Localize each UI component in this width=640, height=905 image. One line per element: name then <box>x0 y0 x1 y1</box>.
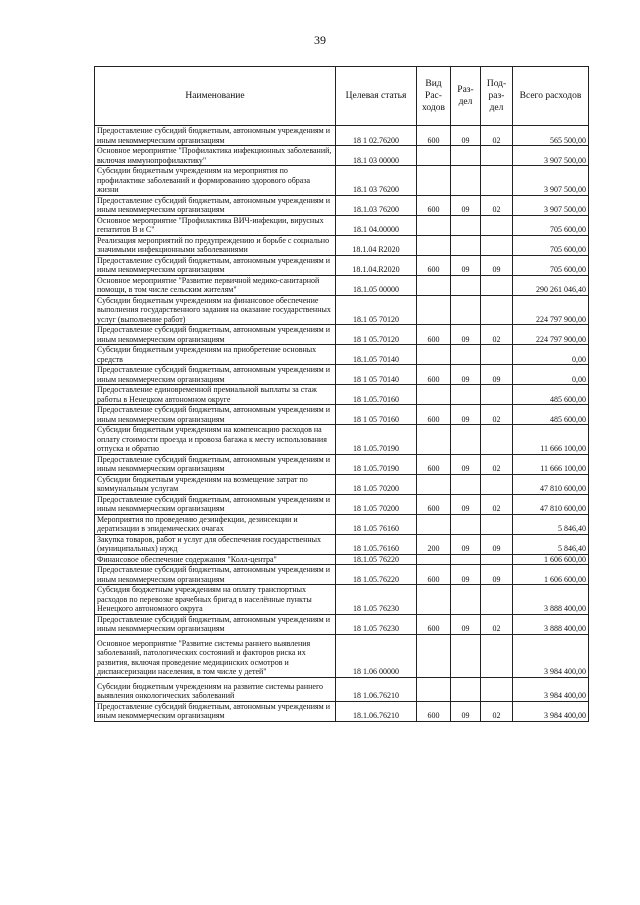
cell-podrazdel <box>481 295 513 325</box>
cell-total: 485 600,00 <box>513 385 589 405</box>
cell-razdel <box>451 345 481 365</box>
cell-total: 0,00 <box>513 345 589 365</box>
cell-total: 5 846,40 <box>513 534 589 554</box>
cell-vid <box>417 146 451 166</box>
cell-razdel <box>451 514 481 534</box>
cell-podrazdel <box>481 215 513 235</box>
cell-razdel <box>451 275 481 295</box>
cell-razdel <box>451 585 481 615</box>
cell-total: 3 984 400,00 <box>513 701 589 721</box>
cell-target: 18.1 03 76200 <box>336 166 417 196</box>
table-body <box>95 126 589 722</box>
cell-podrazdel <box>481 235 513 255</box>
cell-podrazdel: 02 <box>481 325 513 345</box>
cell-podrazdel <box>481 677 513 701</box>
cell-target: 18.1.05 76220 <box>336 554 417 565</box>
cell-total: 705 600,00 <box>513 255 589 275</box>
cell-podrazdel: 02 <box>481 454 513 474</box>
cell-name: Предоставление субсидий бюджетным, автономным учреждениям и иным некоммерческим организациям <box>95 365 336 385</box>
cell-target: 18 1.05.76220 <box>336 565 417 585</box>
table-row <box>95 425 589 455</box>
cell-vid: 600 <box>417 405 451 425</box>
cell-target: 18 1 05 70160 <box>336 405 417 425</box>
cell-razdel: 09 <box>451 494 481 514</box>
table-row <box>95 365 589 385</box>
cell-razdel: 09 <box>451 614 481 634</box>
header-vid: Вид Рас-ходов <box>417 67 451 126</box>
cell-razdel: 09 <box>451 405 481 425</box>
cell-vid <box>417 425 451 455</box>
cell-vid <box>417 275 451 295</box>
cell-total: 565 500,00 <box>513 126 589 146</box>
table-row <box>95 195 589 215</box>
cell-total: 3 907 500,00 <box>513 195 589 215</box>
cell-vid: 200 <box>417 534 451 554</box>
cell-target: 18.1.04 R2020 <box>336 235 417 255</box>
cell-total: 3 888 400,00 <box>513 585 589 615</box>
cell-name: Основное мероприятие "Развитие системы раннего выявления заболеваний, патологических состояний и факторов риска их развития, включая проведение медицинских осмотров и диспансеризации населения, в том числе у детей" <box>95 634 336 677</box>
cell-total: 1 606 600,00 <box>513 565 589 585</box>
cell-target: 18 1.05.70160 <box>336 385 417 405</box>
cell-podrazdel: 02 <box>481 405 513 425</box>
cell-vid <box>417 215 451 235</box>
table-row <box>95 585 589 615</box>
cell-name: Субсидии бюджетным учреждениям на возмещение затрат по коммунальным услугам <box>95 474 336 494</box>
header-name: Наименование <box>95 67 336 126</box>
cell-razdel <box>451 146 481 166</box>
cell-target: 18 1.05.70190 <box>336 425 417 455</box>
cell-vid: 600 <box>417 325 451 345</box>
cell-target: 18 1.05.76160 <box>336 534 417 554</box>
cell-vid <box>417 634 451 677</box>
table-row <box>95 634 589 677</box>
cell-total: 11 666 100,00 <box>513 425 589 455</box>
table-row <box>95 554 589 565</box>
cell-razdel <box>451 634 481 677</box>
cell-name: Основное мероприятие "Профилактика ВИЧ-инфекции, вирусных гепатитов В и С" <box>95 215 336 235</box>
cell-total: 3 984 400,00 <box>513 677 589 701</box>
table-row <box>95 494 589 514</box>
cell-total: 5 846,40 <box>513 514 589 534</box>
cell-total: 11 666 100,00 <box>513 454 589 474</box>
cell-total: 0,00 <box>513 365 589 385</box>
cell-podrazdel <box>481 345 513 365</box>
table-row <box>95 701 589 721</box>
cell-name: Предоставление субсидий бюджетным, автономным учреждениям и иным некоммерческим организациям <box>95 454 336 474</box>
cell-vid <box>417 474 451 494</box>
cell-razdel: 09 <box>451 365 481 385</box>
table-header <box>95 67 589 126</box>
cell-total: 3 888 400,00 <box>513 614 589 634</box>
cell-name: Предоставление субсидий бюджетным, автономным учреждениям и иным некоммерческим организациям <box>95 565 336 585</box>
cell-name: Субсидии бюджетным учреждениям на компенсацию расходов на оплату стоимости проезда и провоза багажа к месту использования отпуска и обратно <box>95 425 336 455</box>
cell-vid <box>417 677 451 701</box>
cell-name: Предоставление субсидий бюджетным, автономным учреждениям и иным некоммерческим организациям <box>95 405 336 425</box>
cell-target: 18 1.05 76230 <box>336 614 417 634</box>
cell-razdel: 09 <box>451 534 481 554</box>
cell-razdel <box>451 385 481 405</box>
cell-name: Субсидии бюджетным учреждениям на финансовое обеспечение выполнения государственного задания на оказание государственных услуг (выполнение работ) <box>95 295 336 325</box>
table-row <box>95 405 589 425</box>
cell-podrazdel: 02 <box>481 614 513 634</box>
table-row <box>95 614 589 634</box>
cell-vid: 600 <box>417 365 451 385</box>
cell-razdel <box>451 166 481 196</box>
cell-target: 18 1.05.70190 <box>336 454 417 474</box>
cell-razdel: 09 <box>451 565 481 585</box>
table-row <box>95 146 589 166</box>
cell-target: 18 1.05 76160 <box>336 514 417 534</box>
cell-name: Предоставление субсидий бюджетным, автономным учреждениям и иным некоммерческим организациям <box>95 325 336 345</box>
cell-target: 18.1.04.R2020 <box>336 255 417 275</box>
table-row <box>95 235 589 255</box>
cell-podrazdel: 02 <box>481 701 513 721</box>
cell-podrazdel <box>481 634 513 677</box>
cell-vid <box>417 514 451 534</box>
cell-vid: 600 <box>417 614 451 634</box>
cell-name: Предоставление субсидий бюджетным, автономным учреждениям и иным некоммерческим организациям <box>95 614 336 634</box>
cell-target: 18 1 02.76200 <box>336 126 417 146</box>
cell-total: 3 984 400,00 <box>513 634 589 677</box>
cell-razdel <box>451 677 481 701</box>
table-row <box>95 345 589 365</box>
cell-target: 18.1.06.76210 <box>336 701 417 721</box>
cell-razdel <box>451 215 481 235</box>
cell-target: 18 1 05.70120 <box>336 325 417 345</box>
table-row <box>95 565 589 585</box>
cell-target: 18 1 05 70140 <box>336 365 417 385</box>
cell-total: 705 600,00 <box>513 215 589 235</box>
cell-podrazdel: 02 <box>481 195 513 215</box>
cell-podrazdel <box>481 146 513 166</box>
cell-vid <box>417 235 451 255</box>
cell-name: Закупка товаров, работ и услуг для обеспечения государственных (муниципальных) нужд <box>95 534 336 554</box>
cell-podrazdel <box>481 425 513 455</box>
cell-target: 18.1.05 70140 <box>336 345 417 365</box>
cell-podrazdel <box>481 474 513 494</box>
cell-vid <box>417 166 451 196</box>
cell-vid <box>417 585 451 615</box>
cell-razdel <box>451 425 481 455</box>
cell-podrazdel <box>481 585 513 615</box>
table-row <box>95 534 589 554</box>
cell-name: Предоставление субсидий бюджетным, автономным учреждениям и иным некоммерческим организациям <box>95 126 336 146</box>
cell-name: Мероприятия по проведению дезинфекции, дезинсекции и дератизации в эпидемических очагах <box>95 514 336 534</box>
cell-total: 224 797 900,00 <box>513 325 589 345</box>
page-number: 39 <box>314 33 326 47</box>
cell-razdel: 09 <box>451 126 481 146</box>
cell-total: 47 810 600,00 <box>513 474 589 494</box>
cell-target: 18.1.03 76200 <box>336 195 417 215</box>
cell-name: Финансовое обеспечение содержания "Колл-центра" <box>95 554 336 565</box>
cell-target: 18 1.06.76210 <box>336 677 417 701</box>
cell-total: 485 600,00 <box>513 405 589 425</box>
cell-vid: 600 <box>417 195 451 215</box>
header-total: Всего расходов <box>513 67 589 126</box>
cell-name: Предоставление субсидий бюджетным, автономным учреждениям и иным некоммерческим организациям <box>95 494 336 514</box>
cell-target: 18.1 04.00000 <box>336 215 417 235</box>
cell-name: Предоставление субсидий бюджетным, автономным учреждениям и иным некоммерческим организациям <box>95 701 336 721</box>
cell-podrazdel <box>481 554 513 565</box>
cell-razdel: 09 <box>451 701 481 721</box>
cell-razdel <box>451 474 481 494</box>
cell-podrazdel: 09 <box>481 255 513 275</box>
table-row <box>95 275 589 295</box>
cell-podrazdel <box>481 514 513 534</box>
table-row <box>95 385 589 405</box>
cell-podrazdel: 09 <box>481 565 513 585</box>
cell-name: Предоставление субсидий бюджетным, автономным учреждениям и иным некоммерческим организациям <box>95 255 336 275</box>
cell-razdel <box>451 295 481 325</box>
header-podrazdel: Под-раз-дел <box>481 67 513 126</box>
header-target: Целевая статья <box>336 67 417 126</box>
cell-podrazdel <box>481 275 513 295</box>
cell-name: Субсидия бюджетным учреждениям на оплату транспортных расходов по перевозке врачебных бригад в населённые пункты Ненецкого автономного округа <box>95 585 336 615</box>
cell-razdel <box>451 554 481 565</box>
cell-vid <box>417 295 451 325</box>
cell-total: 290 261 046,40 <box>513 275 589 295</box>
cell-razdel: 09 <box>451 325 481 345</box>
cell-vid <box>417 385 451 405</box>
table-row <box>95 166 589 196</box>
cell-target: 18 1.05 76230 <box>336 585 417 615</box>
cell-total: 3 907 500,00 <box>513 166 589 196</box>
cell-podrazdel: 09 <box>481 365 513 385</box>
cell-name: Основное мероприятие "Профилактика инфекционных заболеваний, включая иммунопрофилактику" <box>95 146 336 166</box>
cell-target: 18.1 03 00000 <box>336 146 417 166</box>
cell-target: 18.1.05 00000 <box>336 275 417 295</box>
cell-total: 3 907 500,00 <box>513 146 589 166</box>
cell-podrazdel: 09 <box>481 534 513 554</box>
cell-total: 47 810 600,00 <box>513 494 589 514</box>
cell-vid <box>417 345 451 365</box>
cell-target: 18 1.06 00000 <box>336 634 417 677</box>
cell-razdel: 09 <box>451 454 481 474</box>
cell-total: 705 600,00 <box>513 235 589 255</box>
table-row <box>95 514 589 534</box>
cell-name: Основное мероприятие "Развитие первичной медико-санитарной помощи, в том числе сельским жителям" <box>95 275 336 295</box>
cell-podrazdel: 02 <box>481 494 513 514</box>
header-razdel: Раз-дел <box>451 67 481 126</box>
cell-podrazdel: 02 <box>481 126 513 146</box>
cell-name: Предоставление субсидий бюджетным, автономным учреждениям и иным некоммерческим организациям <box>95 195 336 215</box>
cell-name: Субсидии бюджетным учреждениям на развитие системы раннего выявления онкологических заболеваний <box>95 677 336 701</box>
cell-podrazdel <box>481 385 513 405</box>
table-row <box>95 325 589 345</box>
cell-name: Субсидии бюджетным учреждениям на мероприятия по профилактике заболеваний и формированию здорового образа жизни <box>95 166 336 196</box>
table-row <box>95 677 589 701</box>
cell-podrazdel <box>481 166 513 196</box>
cell-vid: 600 <box>417 494 451 514</box>
table-row <box>95 474 589 494</box>
table-row <box>95 454 589 474</box>
cell-target: 18 1.05 70200 <box>336 474 417 494</box>
table-row <box>95 295 589 325</box>
cell-vid: 600 <box>417 454 451 474</box>
cell-name: Субсидии бюджетным учреждениям на приобретение основных средств <box>95 345 336 365</box>
cell-razdel: 09 <box>451 255 481 275</box>
cell-target: 18.1 05 70120 <box>336 295 417 325</box>
cell-total: 1 606 600,00 <box>513 554 589 565</box>
cell-target: 18 1.05 70200 <box>336 494 417 514</box>
table-row <box>95 255 589 275</box>
cell-vid: 600 <box>417 701 451 721</box>
cell-vid <box>417 554 451 565</box>
cell-name: Предоставление единовременной премиальной выплаты за стаж работы в Ненецком автономном округе <box>95 385 336 405</box>
cell-name: Реализация мероприятий по предупреждению и борьбе с социально значимыми инфекционными заболеваниями <box>95 235 336 255</box>
cell-razdel: 09 <box>451 195 481 215</box>
cell-vid: 600 <box>417 126 451 146</box>
table-row <box>95 126 589 146</box>
cell-vid: 600 <box>417 255 451 275</box>
table-row <box>95 215 589 235</box>
expenses-table <box>94 66 589 722</box>
cell-total: 224 797 900,00 <box>513 295 589 325</box>
cell-razdel <box>451 235 481 255</box>
cell-vid: 600 <box>417 565 451 585</box>
